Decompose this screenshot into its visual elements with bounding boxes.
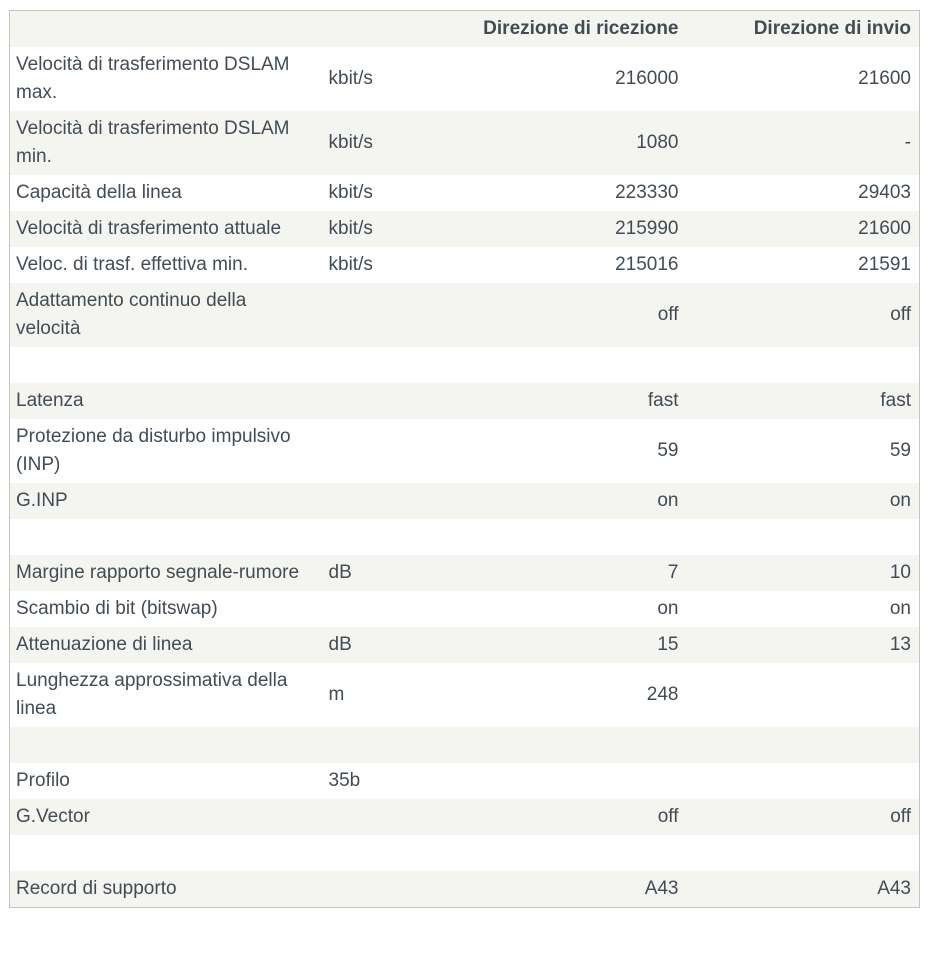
row-receive-value bbox=[441, 763, 687, 799]
table-row bbox=[10, 591, 920, 627]
row-send-value bbox=[687, 763, 920, 799]
table-row bbox=[10, 799, 920, 835]
row-receive-value: 7 bbox=[667, 562, 679, 583]
header-send-direction: Direzione di invio bbox=[753, 18, 911, 39]
row-label: Velocità di trasferimento attuale bbox=[16, 218, 282, 239]
table-row bbox=[10, 871, 920, 908]
table-row bbox=[10, 47, 920, 111]
row-label: Profilo bbox=[16, 770, 70, 791]
row-receive-value: off bbox=[657, 304, 679, 325]
row-receive-value: 15 bbox=[657, 634, 679, 655]
row-unit: kbit/s bbox=[328, 218, 373, 239]
row-unit: 35b bbox=[328, 770, 361, 791]
table-row bbox=[10, 247, 920, 283]
row-receive-value: 223330 bbox=[615, 182, 679, 203]
row-label: Margine rapporto segnale-rumore bbox=[16, 562, 300, 583]
row-send-value: 10 bbox=[889, 562, 911, 583]
table-row bbox=[10, 419, 920, 483]
table-row bbox=[10, 111, 920, 175]
row-unit bbox=[323, 283, 441, 347]
row-unit: kbit/s bbox=[328, 68, 373, 89]
row-label: Scambio di bit (bitswap) bbox=[16, 598, 218, 619]
row-unit bbox=[323, 383, 441, 419]
spacer-row bbox=[10, 347, 920, 383]
spacer-cell bbox=[10, 519, 920, 555]
row-send-value: 29403 bbox=[858, 182, 911, 203]
row-receive-value: fast bbox=[647, 390, 679, 411]
row-receive-value: 1080 bbox=[636, 132, 679, 153]
spacer-row bbox=[10, 519, 920, 555]
row-unit: dB bbox=[328, 562, 352, 583]
spacer-cell bbox=[10, 835, 920, 871]
row-label: Adattamento continuo della velocità bbox=[16, 290, 247, 339]
row-send-value: - bbox=[904, 132, 911, 153]
row-send-value: 21591 bbox=[858, 254, 911, 275]
row-send-value: A43 bbox=[877, 878, 911, 899]
row-label: Velocità di trasferimento DSLAM min. bbox=[16, 118, 290, 167]
table-row bbox=[10, 555, 920, 591]
row-receive-value: 215016 bbox=[615, 254, 679, 275]
row-label: Capacità della linea bbox=[16, 182, 182, 203]
row-label: Attenuazione di linea bbox=[16, 634, 193, 655]
row-send-value: off bbox=[890, 304, 911, 325]
row-unit: dB bbox=[328, 634, 352, 655]
row-label: Protezione da disturbo impulsivo (INP) bbox=[16, 426, 291, 475]
row-send-value: on bbox=[889, 490, 911, 511]
row-receive-value: 216000 bbox=[615, 68, 679, 89]
header-receive-direction: Direzione di ricezione bbox=[483, 18, 679, 39]
row-send-value: 21600 bbox=[858, 218, 911, 239]
row-label: Velocità di trasferimento DSLAM max. bbox=[16, 54, 290, 103]
table-row bbox=[10, 211, 920, 247]
row-unit bbox=[323, 871, 441, 908]
row-label: Veloc. di trasf. effettiva min. bbox=[16, 254, 248, 275]
row-send-value: 21600 bbox=[858, 68, 911, 89]
table-row bbox=[10, 483, 920, 519]
row-receive-value: A43 bbox=[644, 878, 679, 899]
row-send-value: on bbox=[889, 598, 911, 619]
row-receive-value: 248 bbox=[646, 684, 679, 705]
table-row bbox=[10, 383, 920, 419]
row-unit bbox=[323, 591, 441, 627]
row-receive-value: off bbox=[657, 806, 679, 827]
row-label: G.INP bbox=[16, 490, 68, 511]
dsl-table-body bbox=[10, 47, 920, 908]
row-unit bbox=[323, 419, 441, 483]
row-send-value: 13 bbox=[889, 634, 911, 655]
row-label: Lunghezza approssimativa della linea bbox=[16, 670, 288, 719]
row-label: Latenza bbox=[16, 390, 84, 411]
table-row bbox=[10, 663, 920, 727]
spacer-row bbox=[10, 727, 920, 763]
table-row bbox=[10, 627, 920, 663]
row-receive-value: on bbox=[657, 490, 679, 511]
row-label: Record di supporto bbox=[16, 878, 177, 899]
header-row bbox=[10, 11, 920, 48]
spacer-row bbox=[10, 835, 920, 871]
row-unit bbox=[323, 483, 441, 519]
row-send-value: off bbox=[890, 806, 911, 827]
spacer-cell bbox=[10, 347, 920, 383]
row-unit: kbit/s bbox=[328, 254, 373, 275]
row-unit: m bbox=[328, 684, 345, 705]
table-row bbox=[10, 763, 920, 799]
row-unit: kbit/s bbox=[328, 132, 373, 153]
row-receive-value: 215990 bbox=[615, 218, 679, 239]
row-label: G.Vector bbox=[16, 806, 90, 827]
row-send-value bbox=[687, 663, 920, 727]
row-send-value: fast bbox=[880, 390, 911, 411]
header-label-column bbox=[10, 11, 323, 48]
dsl-connection-info-table bbox=[9, 10, 920, 908]
row-unit bbox=[323, 799, 441, 835]
row-receive-value: 59 bbox=[657, 440, 679, 461]
row-send-value: 59 bbox=[889, 440, 911, 461]
header-unit-column bbox=[323, 11, 441, 48]
row-receive-value: on bbox=[657, 598, 679, 619]
spacer-cell bbox=[10, 727, 920, 763]
table-row bbox=[10, 283, 920, 347]
table-row bbox=[10, 175, 920, 211]
row-unit: kbit/s bbox=[328, 182, 373, 203]
table-header bbox=[10, 11, 920, 48]
